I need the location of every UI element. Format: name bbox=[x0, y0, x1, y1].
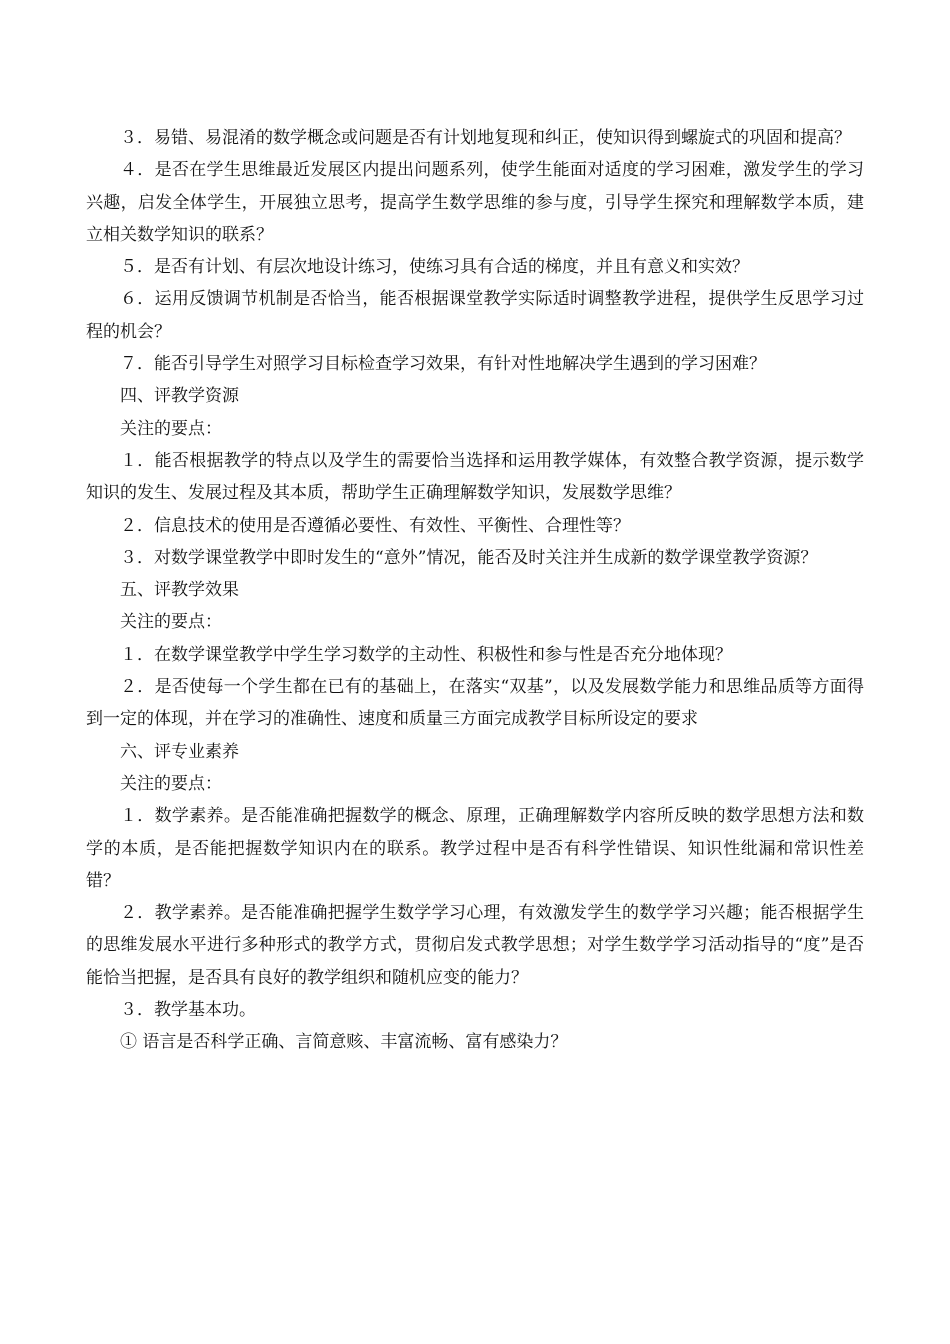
focus-points-label: 关注的要点： bbox=[120, 612, 222, 633]
paragraph-effect-1: １．在数学课堂教学中学生学习数学的主动性、积极性和参与性是否充分地体现？ bbox=[120, 644, 732, 665]
paragraph-resources-1: １．能否根据教学的特点以及学生的需要恰当选择和运用教学媒体，有效整合教学资源，提示数学知识的发生、发展过程及其本质，帮助学生正确理解数学知识，发展数学思维？ bbox=[86, 450, 864, 504]
paragraph-resources-3: ３．对数学课堂教学中即时发生的“意外”情况，能否及时关注并生成新的数学课堂教学资源？ bbox=[120, 547, 818, 568]
paragraph-effect-2: ２．是否使每一个学生都在已有的基础上，在落实“双基”，以及发展数学能力和思维品质等方面得到一定的体现，并在学习的准确性、速度和质量三方面完成教学目标所设定的要求 bbox=[86, 677, 864, 730]
paragraph-literacy-2: ２．教学素养。是否能准确把握学生数学学习心理，有效激发学生的数学学习兴趣；能否根据学生的思维发展水平进行多种形式的教学方式，贯彻启发式教学思想；对学生数学学习活动指导的“度”是否能恰当把握，是否具有良好的教学组织和随机应变的能力？ bbox=[86, 903, 864, 988]
paragraph-item-4: ４．是否在学生思维最近发展区内提出问题系列，使学生能面对适度的学习困难，激发学生的学习兴趣，启发全体学生，开展独立思考，提高学生数学思维的参与度，引导学生探究和理解数学本质，建立相关数学知识的联系？ bbox=[86, 160, 864, 245]
section-heading-resources: 四、评教学资源 bbox=[120, 386, 239, 407]
paragraph-literacy-3-1: ① 语言是否科学正确、言简意赅、丰富流畅、富有感染力？ bbox=[120, 1032, 568, 1053]
paragraph-literacy-3: ３．教学基本功。 bbox=[120, 1000, 256, 1021]
focus-points-label: 关注的要点： bbox=[120, 773, 222, 794]
paragraph-item-7: ７．能否引导学生对照学习目标检查学习效果，有针对性地解决学生遇到的学习困难？ bbox=[120, 354, 766, 375]
paragraph-literacy-1: １．数学素养。是否能准确把握数学的概念、原理，正确理解数学内容所反映的数学思想方法和数学的本质，是否能把握数学知识内在的联系。教学过程中是否有科学性错误、知识性纰漏和常识性差错？ bbox=[86, 806, 864, 891]
section-heading-effect: 五、评教学效果 bbox=[120, 580, 239, 601]
paragraph-item-5: ５．是否有计划、有层次地设计练习，使练习具有合适的梯度，并且有意义和实效？ bbox=[120, 257, 749, 278]
focus-points-label: 关注的要点： bbox=[120, 418, 222, 439]
section-heading-literacy: 六、评专业素养 bbox=[120, 741, 239, 762]
paragraph-item-3: ３．易错、易混淆的数学概念或问题是否有计划地复现和纠正，使知识得到螺旋式的巩固和提高？ bbox=[120, 128, 851, 148]
paragraph-item-6: ６．运用反馈调节机制是否恰当，能否根据课堂教学实际适时调整教学进程，提供学生反思学习过程的机会？ bbox=[86, 289, 864, 342]
paragraph-resources-2: ２．信息技术的使用是否遵循必要性、有效性、平衡性、合理性等？ bbox=[120, 515, 630, 536]
